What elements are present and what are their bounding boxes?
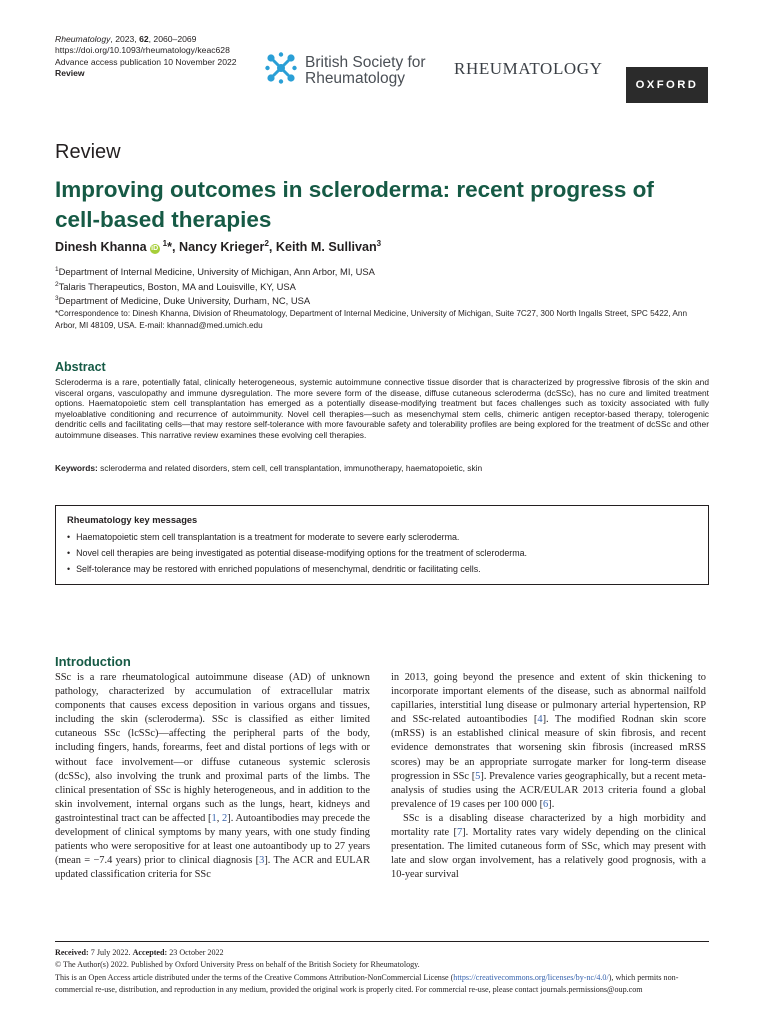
author-sullivan[interactable]: Keith M. Sullivan	[275, 240, 377, 255]
affiliation: $^3$Department of Medicine, Duke University, Durham, NC, USA	[55, 295, 311, 307]
doi-link[interactable]: https://doi.org/10.1093/rheumatology/keac628	[55, 45, 230, 56]
key-message: • Self-tolerance may be restored with enriched populations of mesenchymal, dendritic or facilitating cells.	[67, 562, 697, 578]
footer-divider	[55, 941, 709, 942]
abstract-heading: Abstract	[55, 360, 106, 374]
affiliation: $^2$Talaris Therapeutics, Boston, MA and Louisville, KY, USA	[55, 280, 296, 292]
reference-link[interactable]: 7	[456, 827, 463, 839]
key-messages-heading: Rheumatology key messages	[67, 515, 198, 525]
reference-link[interactable]: 6	[543, 798, 549, 810]
article-title: Improving outcomes in scleroderma: recent progress of cell-based therapies	[55, 177, 654, 232]
society-name: British Society for Rheumatology	[305, 54, 426, 87]
article-type: Review	[55, 68, 85, 79]
introduction-heading: Introduction	[55, 654, 131, 669]
license-link[interactable]: https://creativecommons.org/licenses/by-nc/4.0/	[453, 972, 609, 982]
body-column-right	[391, 671, 706, 882]
footer	[55, 947, 709, 997]
copyright: © The Author(s) 2022. Published by Oxford University Press on behalf of the British Society for Rheumatology.	[55, 960, 420, 970]
article-metadata	[55, 34, 237, 80]
keywords: Keywords: scleroderma and related disorders, stem cell, cell transplantation, immunotherapy, haematopoietic, skin	[55, 463, 483, 473]
oxford-logo: OXFORD	[626, 67, 708, 103]
body-column-left	[55, 671, 370, 882]
citation: Rheumatology, 2023, 62, 2060–2069	[55, 34, 197, 44]
paragraph: in 2013, going beyond the presence and extent of skin thickening to incorporate important elements of the disease, such as abnormal nailfold capillaries, interstitial lung disease or pulmonary arterial hypertension, RP and SSc-related autoantibodies [4]. The modified Rodnan skin score (mRSS) is an established clinical measure of skin fibrosis, and recent evidence demonstrates that worsening skin fibrosis (increased mRSS scores) may be an appropriate surrogate marker for long-term disease progression in SSc [5]. Prevalence varies geographically, but a recent meta-analysis of studies using the ACR/EULAR 2013 criteria found a global prevalence of 19 cases per 100 000 [6].	[391, 672, 707, 810]
affiliations	[55, 264, 375, 308]
dates: Received: 7 July 2022. Accepted: 23 October 2022	[55, 948, 224, 957]
reference-link[interactable]: 5	[475, 770, 481, 782]
reference-link[interactable]: 3	[259, 855, 265, 867]
reference-link[interactable]: 2	[222, 812, 228, 824]
reference-link[interactable]: 4	[537, 714, 543, 726]
bsr-logo-icon	[264, 51, 298, 85]
key-message: • Novel cell therapies are being investigated as potential disease-modifying options for the treatment of scleroderma.	[67, 546, 697, 562]
abstract-text: Scleroderma is a rare, potentially fatal, clinically heterogeneous, systemic autoimmune connective tissue disorder that is characterized by progressive fibrosis of the skin and visceral organs, vasculopathy and immune dysregulation. The more severe form of the disease, diffuse cutaneous scleroderma (dcSSc), has no cure and limited treatment options. Haematopoietic stem cell transplantation has emerged as a potentially disease-modifying treatment but faces challenges such as toxicity associated with fully myeloablative conditioning and recurrence of autoimmunity. Novel cell therapies—such as mesenchymal stem cells, chimeric antigen receptor-based therapy, tolerogenic dendritic cells and facilitating cells—that may restore self-tolerance with more favourable safety and tolerability profiles are being explored for the treatment of dcSSc and other autoimmune diseases. This narrative review examines these evolving cell therapies.	[55, 377, 709, 440]
author-khanna[interactable]: Dinesh Khanna	[55, 240, 147, 255]
key-message: • Haematopoietic stem cell transplantation is a treatment for moderate to severe early scleroderma.	[67, 530, 697, 546]
paragraph: SSc is a rare rheumatological autoimmune disease (AD) of unknown pathology, characterized by accumulation of extracellular matrix components that causes excess deposition in various organs and tissues, including the skin (scleroderma). SSc is classified as either limited cutaneous SSc (lcSSc)—affecting the peripheral parts of the body, including fingers, hands, forearms, feet and distal portions of legs with or without face involvement—or diffuse cutaneous systemic sclerosis (dcSSc), also involving the trunk and proximal parts of the limbs. The clinical presentation of SSc is highly heterogeneous, and in addition to the skin involvement, internal organs such as the lungs, heart, kidneys and gastrointestinal tract can be affected [1, 2]. Autoantibodies may precede the development of clinical symptoms by many years, with one study finding patients who were seropositive for at least one autoantibody up to 27 years (mean = −7.4 years) prior to clinical diagnosis [3]. The ACR and EULAR updated classification criteria for SSc	[55, 672, 370, 881]
section-label: Review	[55, 141, 121, 163]
license: This is an Open Access article distributed under the terms of the Creative Commons Attribution-NonCommercial License (https://creativecommons.org/licenses/by-nc/4.0/), which permits non-commercial re-use, distribution, and reproduction in any medium, provided the original work is properly cited. For commercial re-use, please contact journals.permissions@oup.com	[55, 972, 679, 995]
author-list: Dinesh Khanna $iD^1*$, Nancy Krieger$^2$, Keith M. Sullivan$^3$	[55, 239, 382, 255]
author-krieger[interactable]: Nancy Krieger	[179, 240, 265, 255]
reference-link[interactable]: 1	[211, 812, 217, 824]
orcid-icon[interactable]: iD	[151, 245, 159, 253]
correspondence: *Correspondence to: Dinesh Khanna, Division of Rheumatology, Department of Internal Medicine, University of Michigan, Suite 7C27, 300 North Ingalls Street, SPC 5422, Ann Arbor, MI 48109, USA. E-mail: khannad@med.umich.edu	[55, 309, 687, 330]
journal-name: RHEUMATOLOGY	[454, 59, 603, 78]
key-messages-list	[67, 530, 697, 577]
paragraph: SSc is a disabling disease characterized by a high morbidity and mortality rate [7]. Mortality rates vary widely depending on the clinical presentation. The limited cutaneous form of SSc, which may present with late and slow organ involvement, has a relatively good prognosis, with a 10-year survival	[391, 812, 706, 881]
affiliation: $^1$Department of Internal Medicine, University of Michigan, Ann Arbor, MI, USA	[55, 266, 375, 278]
advance-access-date: Advance access publication 10 November 2022	[55, 56, 237, 67]
